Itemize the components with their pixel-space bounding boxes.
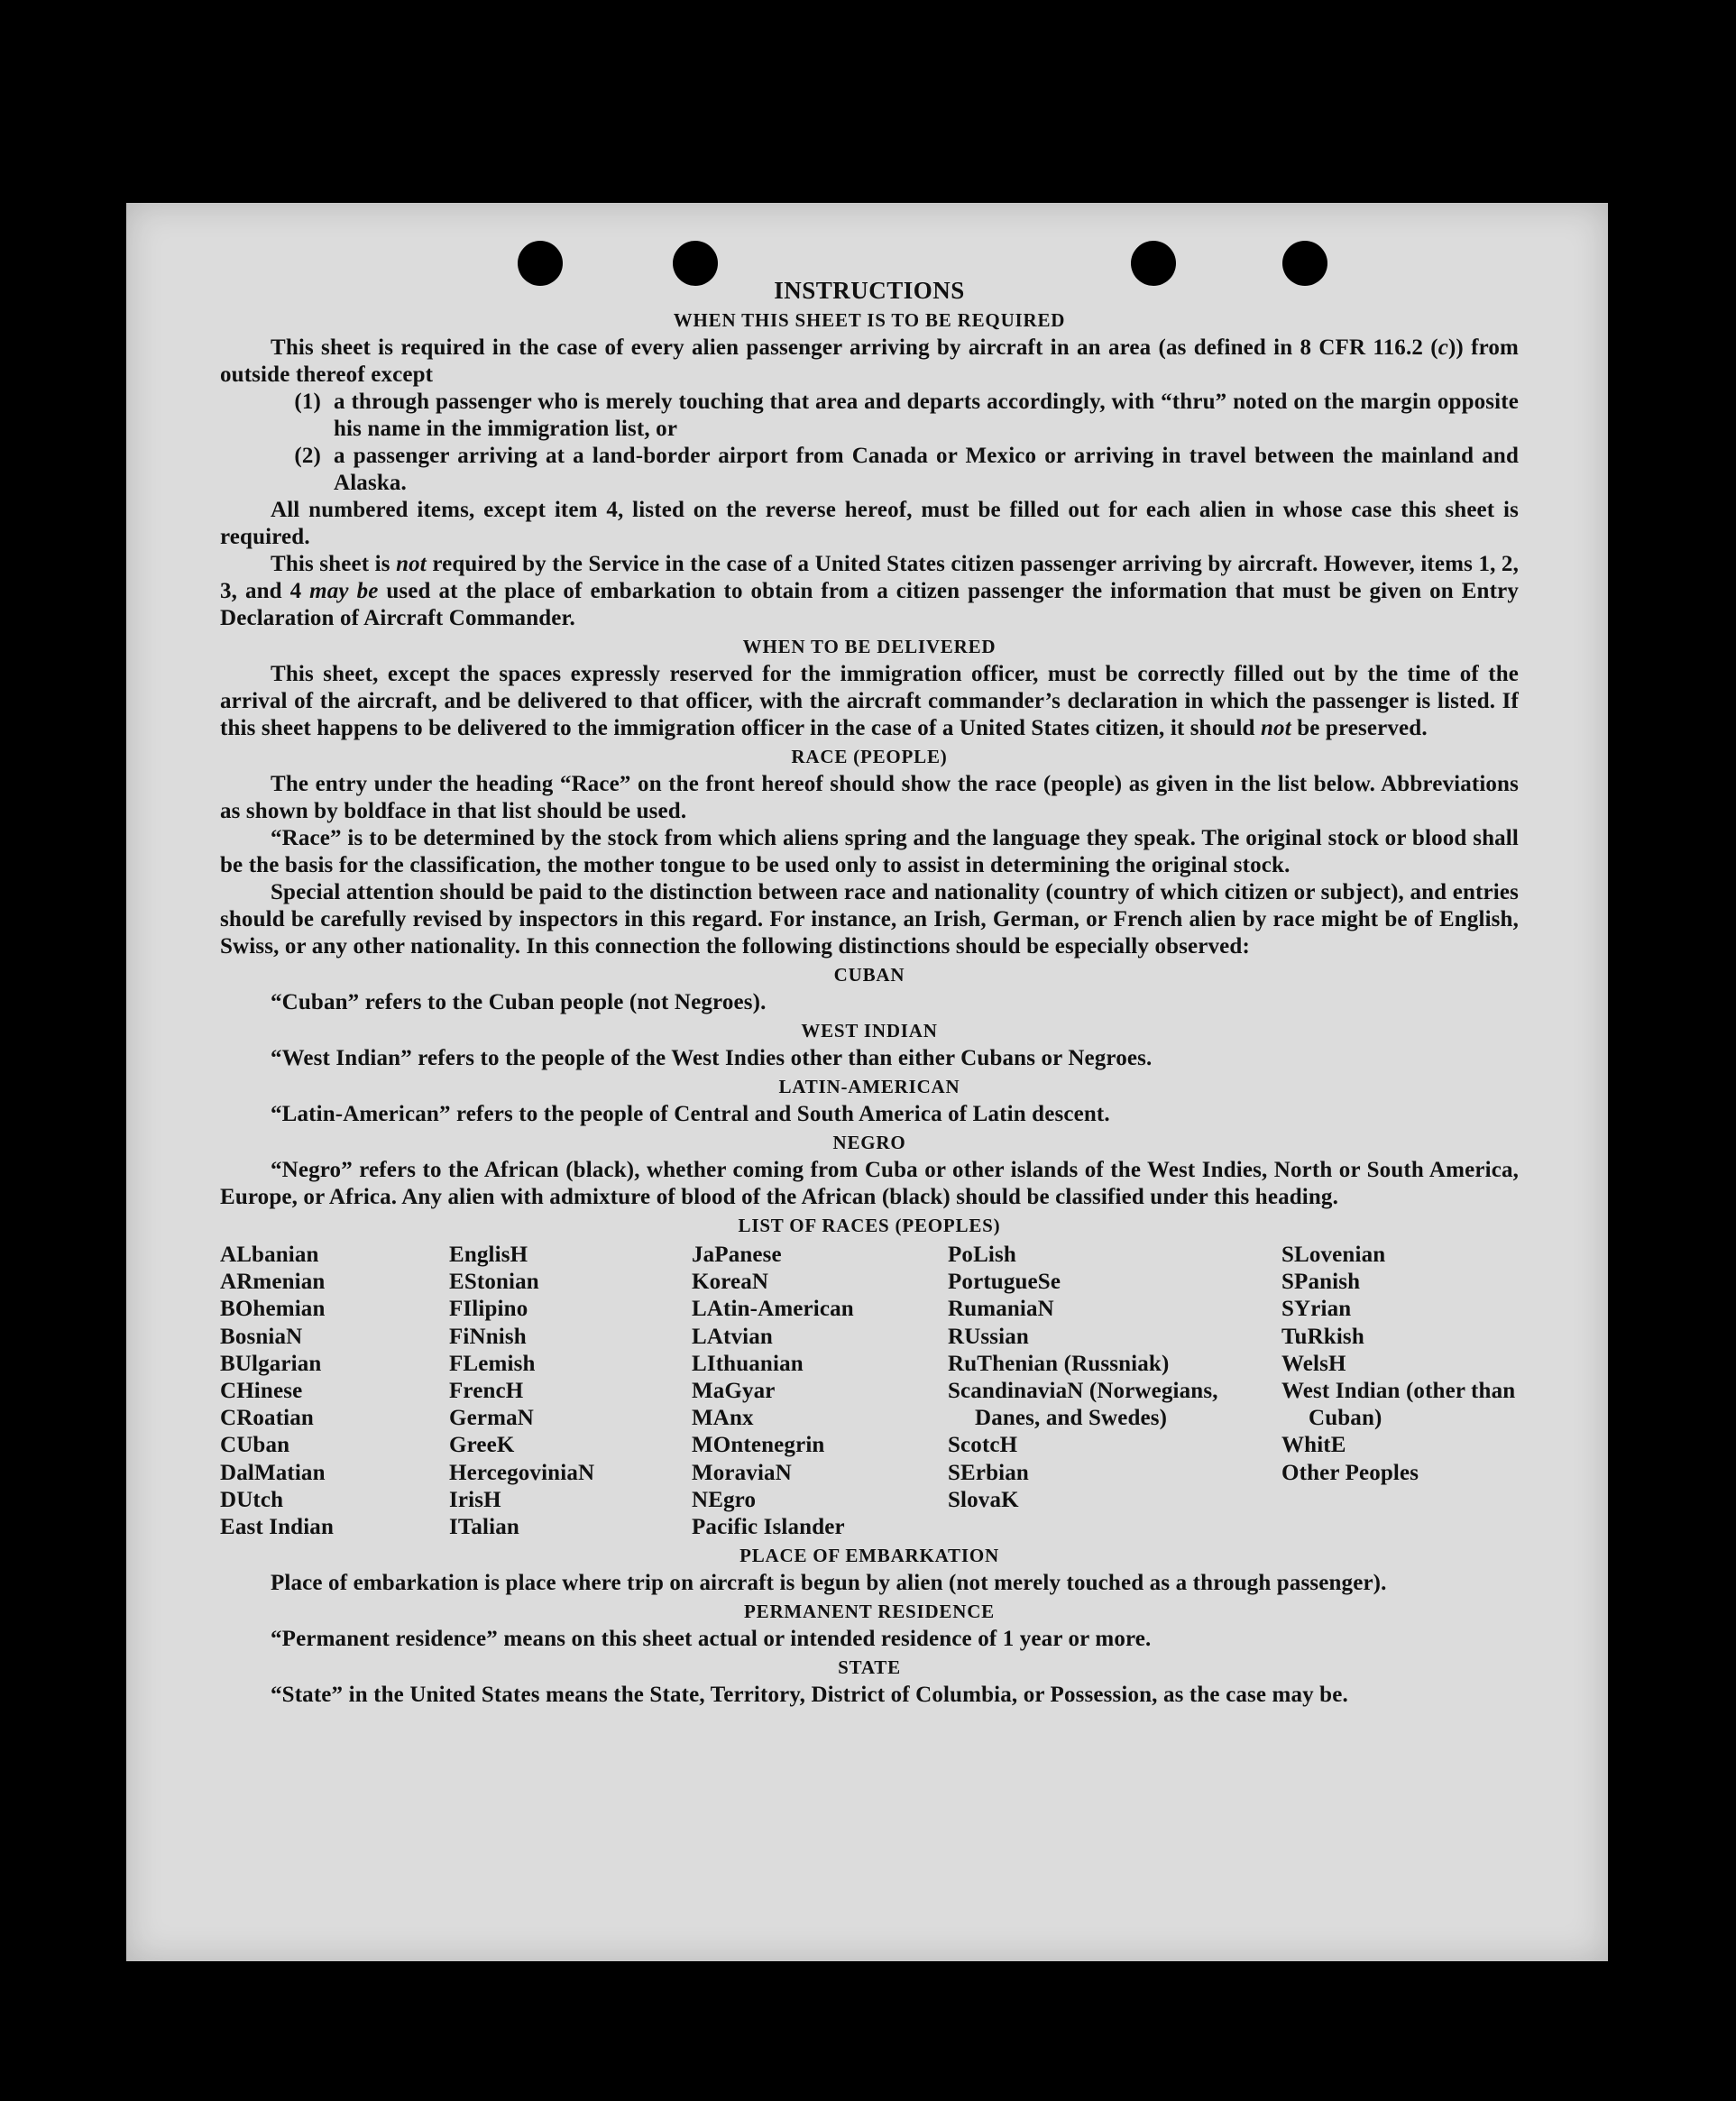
race-item: FLemish [449,1351,536,1376]
race-item: SlovaK [948,1487,1019,1512]
race-item: WhitE [1281,1433,1346,1458]
when-delivered-text: This sheet, except the spaces expressly reserved for the immigration officer, must be correctly filled out by the time of the arrival of the aircraft, and be delivered to that officer, with the aircraft commander’s declaration in which the passenger is listed. If this sheet happens to be delivered to the immigration officer in the case of a United States citizen, it should not be preserved. [220,662,1519,740]
race-item: Pacific Islander [692,1515,845,1540]
race-item: CRoatian [220,1406,314,1431]
numbered-items-note: All numbered items, except item 4, listed on the reverse hereof, must be filled out for each alien in whose case this sheet is required. [220,498,1519,549]
instructions-title: INSTRUCTIONS [774,277,965,304]
latin-american-heading: LATIN-AMERICAN [778,1076,960,1097]
race-item: MOntenegrin [692,1433,825,1458]
race-item: FrencH [449,1379,524,1404]
when-required-intro: This sheet is required in the case of every alien passenger arriving by aircraft in an area (as defined in 8 CFR 116.2 (c)) from outside thereof except [220,335,1519,387]
race-item: FiNnish [449,1324,527,1349]
race-item: DUtch [220,1487,284,1512]
race-item: TuRkish [1281,1324,1364,1349]
document-sheet [126,203,1608,1961]
embarkation-heading: PLACE OF EMBARKATION [739,1545,999,1567]
west-indian-heading: WEST INDIAN [801,1020,938,1041]
race-column [220,1242,449,1541]
residence-heading: PERMANENT RESIDENCE [744,1601,995,1623]
race-item: IrisH [449,1487,501,1512]
race-list [220,1242,1519,1541]
race-item: ITalian [449,1515,519,1540]
race-item: KoreaN [692,1270,769,1295]
race-item: ScandinaviaN (Norwegians, Danes, and Swedes) [948,1379,1218,1431]
race-item: West Indian (other than Cuban) [1281,1379,1516,1431]
when-delivered-heading: WHEN TO BE DELIVERED [742,636,997,657]
race-item: JaPanese [692,1243,782,1267]
race-heading: RACE (PEOPLE) [791,746,948,767]
race-item: MoraviaN [692,1460,792,1485]
exception-item: (2) a passenger arriving at a land-border airport from Canada or Mexico or arriving in travel between the mainland and Alaska. [294,444,1519,495]
state-heading: STATE [838,1656,901,1679]
race-item: CUban [220,1433,290,1458]
race-item: WelsH [1281,1351,1346,1376]
west-indian-text: “West Indian” refers to the people of the West Indies other than either Cubans or Negroes. [271,1046,1153,1070]
negro-heading: NEGRO [832,1132,906,1153]
race-item: SPanish [1281,1270,1361,1295]
race-item: East Indian [220,1515,335,1540]
list-of-races-heading: LIST OF RACES (PEOPLES) [738,1215,1001,1236]
race-item: LAtvian [692,1324,773,1349]
negro-text: “Negro” refers to the African (black), whether coming from Cuba or other islands of the West Indies, North or South America, Europe, or Africa. Any alien with admixture of blood of the African (black) should be classified under this heading. [220,1158,1519,1209]
race-item: LAtin-American [692,1297,854,1322]
citizen-note: This sheet is not required by the Service in the case of a United States citizen passenger arriving by aircraft. However, items 1, 2, 3, and 4 may be used at the place of embarkation to obtain from a citizen passenger the information that must be given on Entry Declaration of Aircraft Commander. [220,552,1519,630]
race-item: FIlipino [449,1297,528,1322]
latin-american-text: “Latin-American” refers to the people of Central and South America of Latin descent. [271,1102,1110,1126]
race-item: BOhemian [220,1297,326,1322]
cuban-text: “Cuban” refers to the Cuban people (not Negroes). [271,990,767,1014]
race-item: ARmenian [220,1270,326,1295]
race-item: RumaniaN [948,1297,1054,1322]
race-item: CHinese [220,1379,303,1404]
race-item: BosniaN [220,1324,303,1349]
race-item: DalMatian [220,1460,326,1485]
race-item: SYrian [1281,1297,1352,1322]
race-item: PortugueSe [948,1270,1061,1295]
race-item: MAnx [692,1406,754,1431]
residence-text: “Permanent residence” means on this sheet actual or intended residence of 1 year or more. [271,1627,1152,1652]
race-item: LIthuanian [692,1351,804,1376]
instructions-content [220,275,1519,1709]
race-column [449,1242,692,1541]
race-item: NEgro [692,1487,757,1512]
race-item: PoLish [948,1243,1016,1267]
race-item: EStonian [449,1270,539,1295]
race-item: SErbian [948,1460,1029,1485]
race-item: RUssian [948,1324,1029,1349]
race-paragraph: Special attention should be paid to the distinction between race and nationality (country of which citizen or subject), and entries should be carefully revised by inspectors in this regard. For instance, an Irish, German, or French alien by race might be of English, Swiss, or any other nationality. In this connection the following distinctions should be especially observed: [220,880,1519,959]
cuban-heading: CUBAN [833,964,905,986]
race-item: MaGyar [692,1379,776,1404]
race-item: EnglisH [449,1243,528,1267]
race-paragraph: “Race” is to be determined by the stock from which aliens spring and the language they speak. The original stock or blood shall be the basis for the classification, the mother tongue to be used only to assist in determining the original stock. [220,826,1519,877]
embarkation-text: Place of embarkation is place where trip on aircraft is begun by alien (not merely touched as a through passenger). [271,1571,1387,1596]
exception-item: (1) a through passenger who is merely touching that area and departs accordingly, with “thru” noted on the margin opposite his name in the immigration list, or [294,390,1519,441]
race-item: ScotcH [948,1433,1018,1458]
race-item: HercegoviniaN [449,1460,595,1485]
race-column [948,1242,1281,1541]
race-item: BUlgarian [220,1351,322,1376]
race-item: ALbanian [220,1243,319,1267]
race-column [1281,1242,1519,1541]
race-item: Other Peoples [1281,1460,1419,1485]
race-item: GermaN [449,1406,534,1431]
race-item: RuThenian (Russniak) [948,1351,1170,1376]
race-item: SLovenian [1281,1243,1386,1267]
race-column [692,1242,948,1541]
race-item: GreeK [449,1433,515,1458]
race-paragraph: The entry under the heading “Race” on the front hereof should show the race (people) as given in the list below. Abbreviations as shown by boldface in that list should be used. [220,772,1519,823]
when-required-heading: WHEN THIS SHEET IS TO BE REQUIRED [673,309,1066,331]
state-text: “State” in the United States means the State, Territory, District of Columbia, or Possession, as the case may be. [271,1683,1348,1708]
